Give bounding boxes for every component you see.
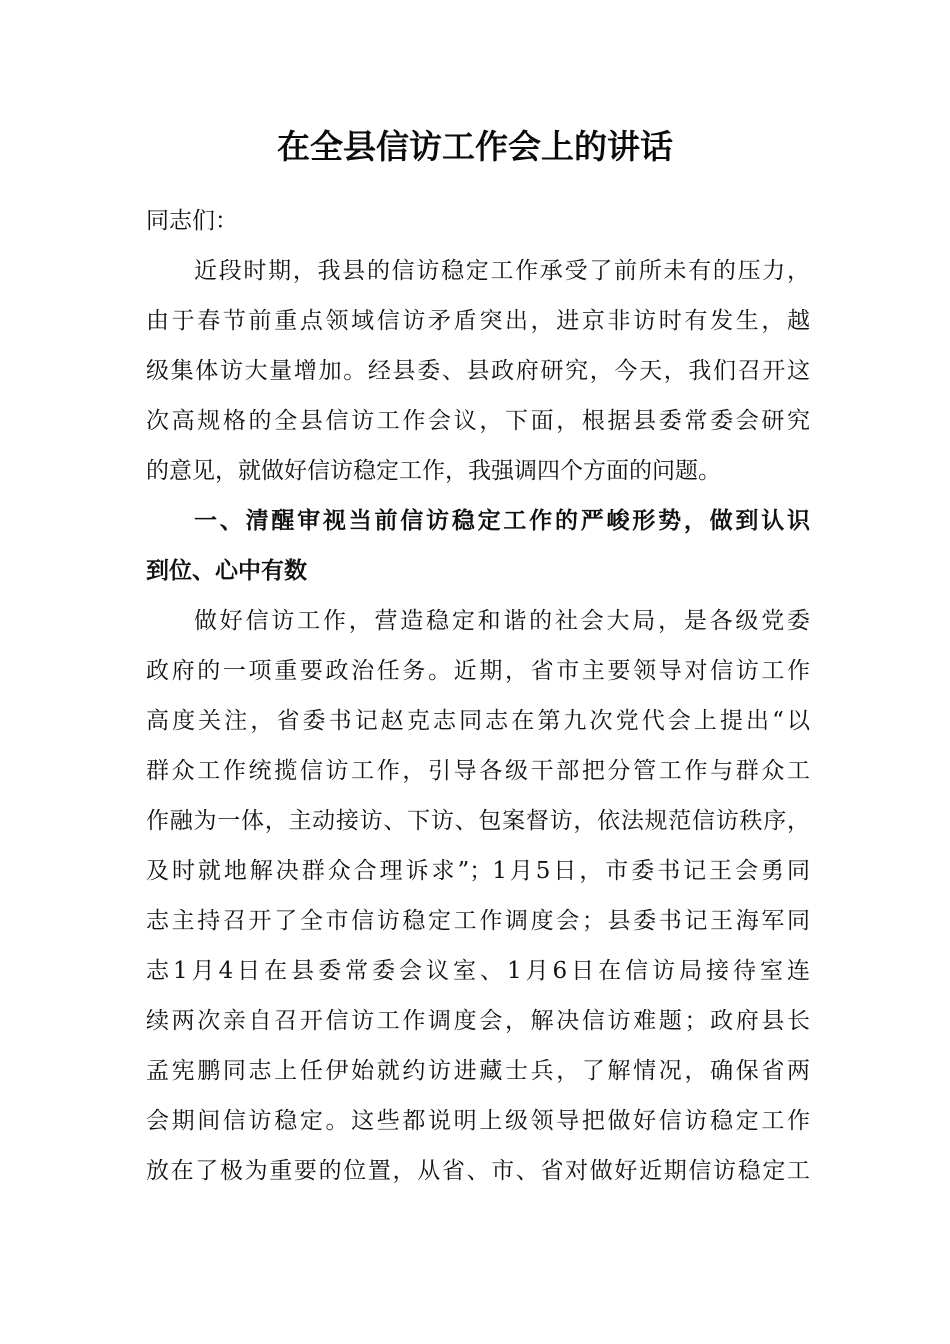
paragraph-section-1: [146, 596, 810, 1196]
paragraph-line: 的意见，就做好信访稳定工作，我强调四个方面的问题。: [146, 458, 721, 484]
paragraph-line: 政府的一项重要政治任务。近期，省市主要领导对信访工作: [146, 658, 810, 684]
document-title: 在全县信访工作会上的讲话: [277, 127, 673, 166]
heading-line: 到位、心中有数: [146, 558, 307, 584]
paragraph-line: 做好信访工作，营造稳定和谐的社会大局，是各级党委: [194, 608, 810, 634]
paragraph-line: 志1月4日在县委常委会议室、1月6日在信访局接待室连: [146, 958, 810, 984]
paragraph-line: 及时就地解决群众合理诉求”；1月5日，市委书记王会勇同: [146, 858, 810, 884]
document-body: [146, 196, 810, 1196]
paragraph-line: 续两次亲自召开信访工作调度会，解决信访难题；政府县长: [146, 1008, 810, 1034]
section-heading-1: [146, 496, 810, 596]
paragraph-line: 次高规格的全县信访工作会议，下面，根据县委常委会研究: [146, 408, 810, 434]
paragraph-intro: [146, 246, 810, 496]
paragraph-line: 高度关注，省委书记赵克志同志在第九次党代会上提出“以: [146, 708, 810, 734]
salutation: 同志们：: [146, 208, 238, 234]
paragraph-line: 志主持召开了全市信访稳定工作调度会；县委书记王海军同: [146, 908, 810, 934]
paragraph-line: 会期间信访稳定。这些都说明上级领导把做好信访稳定工作: [146, 1108, 810, 1134]
paragraph-line: 孟宪鹏同志上任伊始就约访进藏士兵，了解情况，确保省两: [146, 1058, 810, 1084]
paragraph-line: 由于春节前重点领域信访矛盾突出，进京非访时有发生，越: [146, 308, 810, 334]
paragraph-line: 级集体访大量增加。经县委、县政府研究，今天，我们召开这: [146, 358, 810, 384]
paragraph-line: 近段时期，我县的信访稳定工作承受了前所未有的压力，: [194, 258, 810, 284]
heading-line: 一、清醒审视当前信访稳定工作的严峻形势，做到认识: [194, 508, 810, 534]
paragraph-line: 放在了极为重要的位置，从省、市、省对做好近期信访稳定工: [146, 1158, 810, 1184]
paragraph-line: 作融为一体，主动接访、下访、包案督访，依法规范信访秩序，: [146, 808, 810, 834]
paragraph-line: 群众工作统揽信访工作，引导各级干部把分管工作与群众工: [146, 758, 810, 784]
